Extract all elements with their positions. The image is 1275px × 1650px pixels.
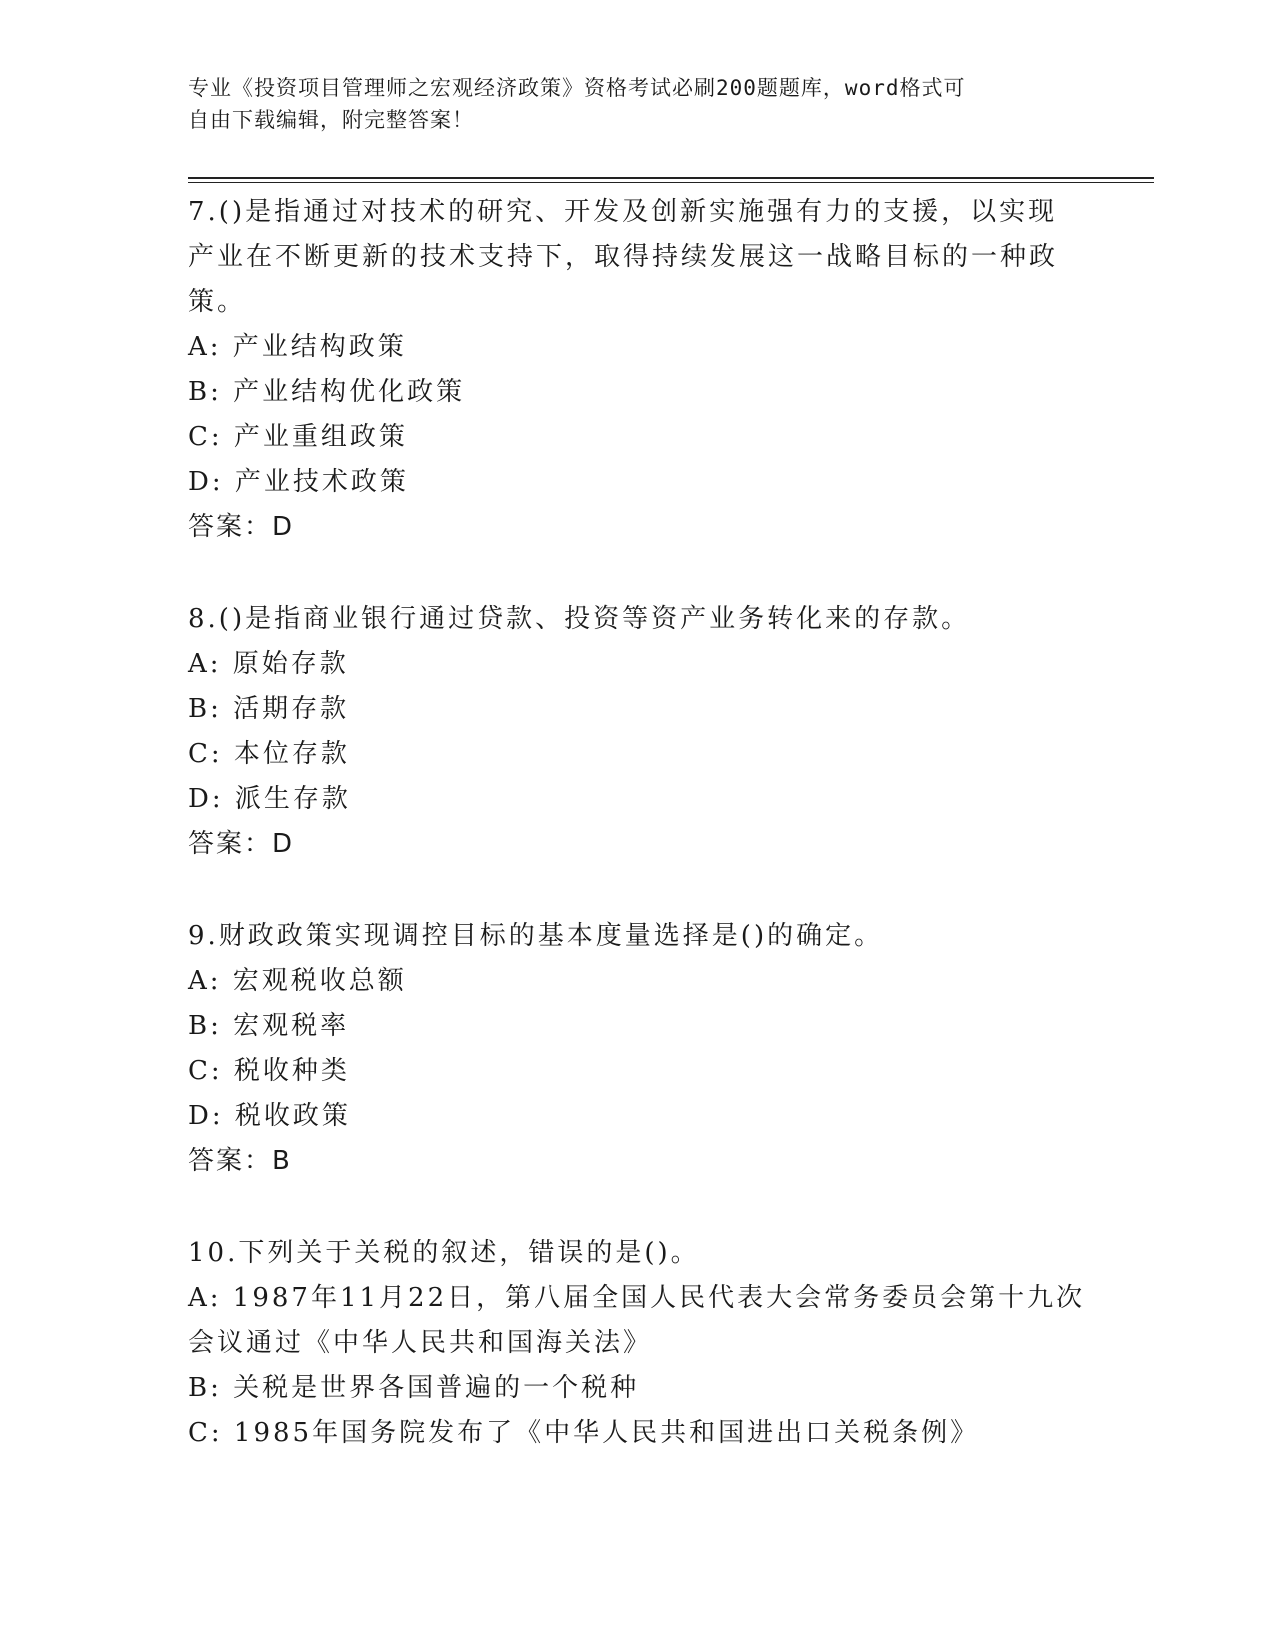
question-7-option-b: B: 产业结构优化政策: [188, 377, 466, 407]
question-9: [188, 914, 1088, 1184]
document-header: [188, 72, 1068, 136]
question-9-option-d: D: 税收政策: [188, 1101, 351, 1131]
question-7-answer: 答案：D: [188, 512, 295, 542]
question-7-stem-line-3: 策。: [188, 287, 247, 317]
question-9-option-c: C: 税收种类: [188, 1056, 350, 1086]
question-7-stem-line-1: 7.()是指通过对技术的研究、开发及创新实施强有力的支援，以实现: [188, 197, 1058, 227]
question-10: [188, 1231, 1088, 1456]
question-9-option-a: A: 宏观税收总额: [188, 966, 407, 996]
question-9-stem: 9.财政政策实现调控目标的基本度量选择是()的确定。: [188, 921, 884, 951]
question-8-option-b: B: 活期存款: [188, 694, 350, 724]
question-7-option-a: A: 产业结构政策: [188, 332, 407, 362]
question-8-option-d: D: 派生存款: [188, 784, 351, 814]
question-10-option-a-line-2: 会议通过《中华人民共和国海关法》: [188, 1328, 653, 1358]
question-8: [188, 597, 1088, 867]
question-10-option-c: C: 1985年国务院发布了《中华人民共和国进出口关税条例》: [188, 1418, 980, 1448]
question-7-option-d: D: 产业技术政策: [188, 467, 409, 497]
question-list: [188, 190, 1088, 1503]
question-7-stem-line-2: 产业在不断更新的技术支持下，取得持续发展这一战略目标的一种政: [188, 242, 1059, 272]
question-7: [188, 190, 1088, 550]
header-divider-thick: [188, 177, 1154, 179]
question-9-answer: 答案：B: [188, 1146, 292, 1176]
question-7-option-c: C: 产业重组政策: [188, 422, 408, 452]
question-8-stem: 8.()是指商业银行通过贷款、投资等资产业务转化来的存款。: [188, 604, 971, 634]
question-10-stem: 10.下列关于关税的叙述，错误的是()。: [188, 1238, 700, 1268]
header-line-2: 自由下载编辑，附完整答案！: [188, 108, 474, 132]
question-10-option-b: B: 关税是世界各国普遍的一个税种: [188, 1373, 640, 1403]
question-8-option-a: A: 原始存款: [188, 649, 349, 679]
question-8-option-c: C: 本位存款: [188, 739, 350, 769]
question-9-option-b: B: 宏观税率: [188, 1011, 350, 1041]
header-line-1: 专业《投资项目管理师之宏观经济政策》资格考试必刷200题题库，word格式可: [188, 76, 966, 100]
question-8-answer: 答案：D: [188, 829, 295, 859]
header-divider-thin: [188, 182, 1154, 183]
question-10-option-a-line-1: A: 1987年11月22日，第八届全国人民代表大会常务委员会第十九次: [188, 1283, 1086, 1313]
